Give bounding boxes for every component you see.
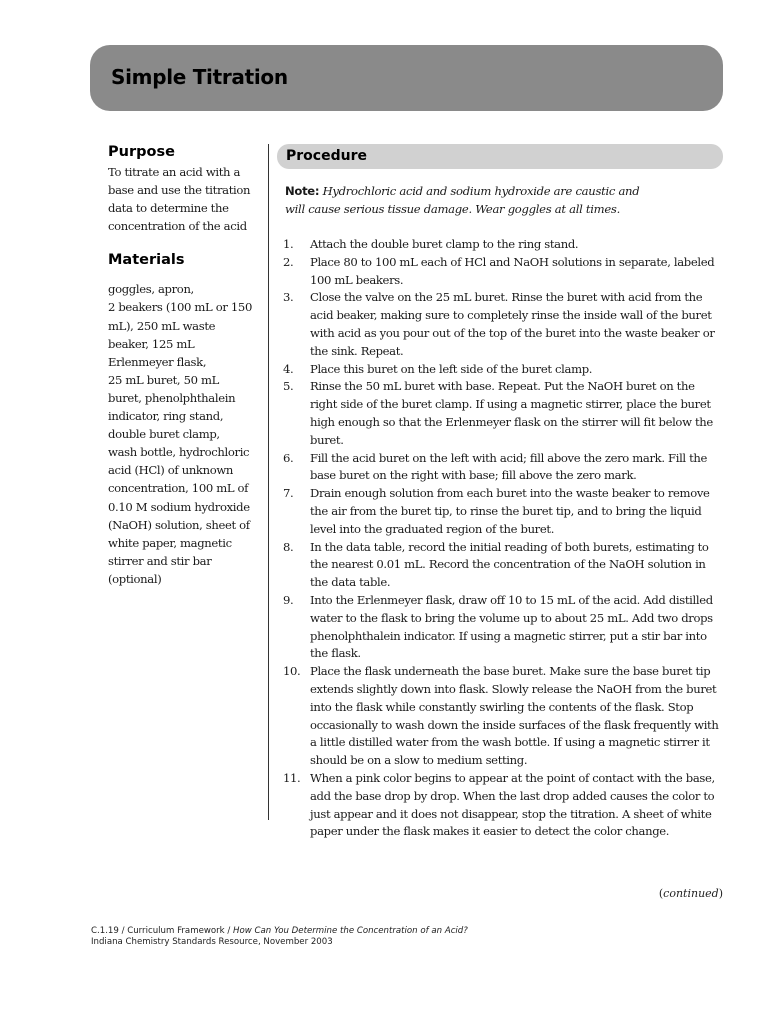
step-text: Fill the acid buret on the left with acid; fill above the zero mark. Fill the base buret on the right with base; fill above the zero mark. <box>310 450 708 483</box>
step-text: Attach the double buret clamp to the ring stand. <box>310 237 579 251</box>
step-text: Place 80 to 100 mL each of HCl and NaOH solutions in separate, labeled 100 mL beakers. <box>310 254 715 287</box>
left-column <box>108 144 266 588</box>
step-number: 5. <box>283 379 294 394</box>
continued-open-paren: ( <box>658 887 664 900</box>
step-number: 9. <box>283 592 294 607</box>
procedure-step <box>283 770 723 841</box>
step-number: 4. <box>283 361 294 376</box>
page-footer <box>91 926 468 948</box>
column-divider <box>268 144 269 820</box>
procedure-step <box>283 450 723 486</box>
step-text: Drain enough solution from each buret into the waste beaker to remove the air from the buret tip, to rinse the buret tip, and to bring the liquid level into the graduated region of the buret. <box>310 486 710 536</box>
procedure-step <box>283 361 723 379</box>
step-text: In the data table, record the initial reading of both burets, estimating to the nearest 0.01 mL. Record the concentration of the NaOH solution in the data table. <box>310 539 709 590</box>
step-number: 2. <box>283 254 294 269</box>
continued-close-paren: ) <box>718 887 723 900</box>
procedure-step <box>283 254 723 290</box>
step-number: 7. <box>283 486 294 501</box>
step-text: Place this buret on the left side of the buret clamp. <box>310 361 593 376</box>
materials-heading: Materials <box>108 252 185 269</box>
safety-note <box>285 182 725 218</box>
footer-line-2: Indiana Chemistry Standards Resource, November 2003 <box>91 937 333 947</box>
procedure-steps <box>283 236 723 841</box>
step-text: Place the flask underneath the base buret. Make sure the base buret tip extends slightly down into flask. Slowly release the NaOH from the buret into the flask while constantly swirling the contents of the flask. Stop occasionally to wash down the inside surfaces of the flask frequently with a little distilled water from the wash bottle. If using a magnetic stirrer it should be on a slow to medium setting. <box>310 664 719 768</box>
step-number: 3. <box>283 290 294 305</box>
step-text: Rinse the 50 mL buret with base. Repeat. Put the NaOH buret on the right side of the buret clamp. If using a magnetic stirrer, place the buret high enough so that the Erlenmeyer flask on the stirrer will fit below the buret. <box>310 379 713 447</box>
step-number: 11. <box>283 770 301 785</box>
step-number: 10. <box>283 664 301 679</box>
footer-prefix: C.1.19 / Curriculum Framework / <box>91 926 234 936</box>
procedure-step <box>283 539 723 592</box>
procedure-heading: Procedure <box>286 148 367 164</box>
step-text: Close the valve on the 25 mL buret. Rinse the buret with acid from the acid beaker, making sure to completely rinse the inside wall of the buret with acid as you pour out of the top of the buret into the waste beaker or the sink. Repeat. <box>310 290 715 358</box>
purpose-heading: Purpose <box>108 144 175 160</box>
procedure-step <box>283 289 723 360</box>
purpose-text: To titrate an acid with a base and use the titration data to determine the concentration of the acid <box>108 165 251 234</box>
footer-line-1 <box>91 926 468 937</box>
footer-title: How Can You Determine the Concentration of an Acid? <box>233 926 468 936</box>
step-number: 1. <box>283 237 294 251</box>
note-label: Note: <box>285 184 320 198</box>
procedure-step <box>283 378 723 449</box>
materials-text: goggles, apron, 2 beakers (100 mL or 150 mL), 250 mL waste beaker, 125 mL Erlenmeyer flask, 25 mL buret, 50 mL buret, phenolphthalein indicator, ring stand, double buret clamp, wash bottle, hydrochloric acid (HCl) of unknown concentration, 100 mL of 0.10 M sodium hydroxide (NaOH) solution, sheet of white paper, magnetic stirrer and stir bar (optional) <box>108 282 252 586</box>
continued-marker <box>659 887 723 900</box>
procedure-step <box>283 592 723 663</box>
procedure-step <box>283 236 723 254</box>
procedure-step <box>283 663 723 770</box>
title-banner <box>90 45 723 111</box>
step-number: 6. <box>283 450 294 465</box>
procedure-banner <box>277 144 723 169</box>
step-number: 8. <box>283 539 294 554</box>
continued-word: continued <box>663 887 719 900</box>
step-text: Into the Erlenmeyer flask, draw off 10 to 15 mL of the acid. Add distilled water to the flask to bring the volume up to about 25 mL. Add two drops phenolphthalein indicator. If using a magnetic stirrer, put a stir bar into the flask. <box>310 592 713 661</box>
note-text: Hydrochloric acid and sodium hydroxide are caustic and will cause serious tissue damage. Wear goggles at all times. <box>285 184 640 216</box>
procedure-step <box>283 485 723 538</box>
page-title: Simple Titration <box>111 65 288 89</box>
step-text: When a pink color begins to appear at the point of contact with the base, add the base drop by drop. When the last drop added causes the color to just appear and it does not disappear, stop the titration. A sheet of white paper under the flask makes it easier to detect the color change. <box>310 770 715 839</box>
